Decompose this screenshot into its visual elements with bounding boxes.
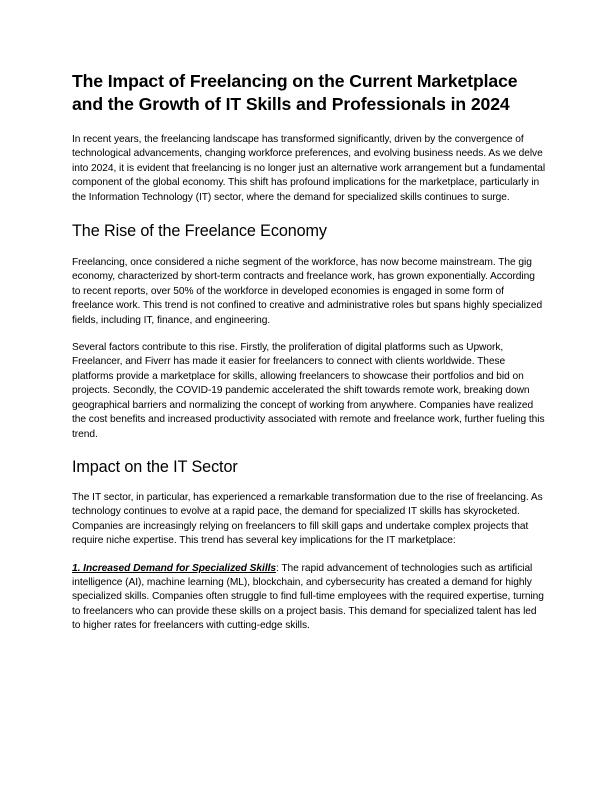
document-body — [72, 70, 546, 634]
point-specialized-skills — [72, 562, 546, 634]
intro-paragraph: In recent years, the freelancing landscape has transformed significantly, driven by the convergence of technological advancements, changing workforce preferences, and evolving business needs. As we delve into 2024, it is evident that freelancing is no longer just an alternative work arrangement but a fundamental component of the global economy. This shift has profound implications for the marketplace, particularly in the Information Technology (IT) sector, where the demand for specialized skills continues to surge. — [72, 134, 546, 203]
paragraph-rise-1: Freelancing, once considered a niche segment of the workforce, has now become mainstream. The gig economy, characterized by short-term contracts and freelance work, has grown exponentially. According to recent reports, over 50% of the workforce in developed economies is engaged in some form of freelance work. This trend is not confined to creative and administrative roles but spans highly specialized fields, including IT, finance, and engineering. — [72, 257, 543, 326]
point-lead: 1. Increased Demand for Specialized Skills — [72, 562, 276, 574]
point-text: : The rapid advancement of technologies such as artificial intelligence (AI), machine learning (ML), blockchain, and cybersecurity has created a demand for highly specialized skills. Companies often struggle to find full-time employees with the required expertise, turning to freelancers who can provide these skills on a project basis. This demand for specialized talent has led to higher rates for freelancers with cutting-edge skills. — [72, 562, 544, 632]
document-title: The Impact of Freelancing on the Current Marketplace and the Growth of IT Skills and Professionals in 2024 — [72, 71, 518, 114]
section-heading-rise: The Rise of the Freelance Economy — [72, 222, 327, 241]
paragraph-it-1: The IT sector, in particular, has experienced a remarkable transformation due to the rise of freelancing. As technology continues to evolve at a rapid pace, the demand for specialized IT skills has skyrocketed. Companies are increasingly relying on freelancers to fill skill gaps and undertake complex projects that require niche expertise. This trend has several key implications for the IT marketplace: — [72, 491, 543, 547]
paragraph-rise-2: Several factors contribute to this rise. Firstly, the proliferation of digital platforms such as Upwork, Freelancer, and Fiverr has made it easier for freelancers to connect with clients worldwide. These platforms provide a marketplace for skills, allowing freelancers to showcase their portfolios and bid on projects. Secondly, the COVID-19 pandemic accelerated the shift towards remote work, breaking down geographical barriers and normalizing the concept of working from anywhere. Companies have realized the cost benefits and increased productivity associated with remote and freelance work, further fueling this trend. — [72, 342, 545, 440]
section-heading-it-sector: Impact on the IT Sector — [72, 457, 238, 476]
